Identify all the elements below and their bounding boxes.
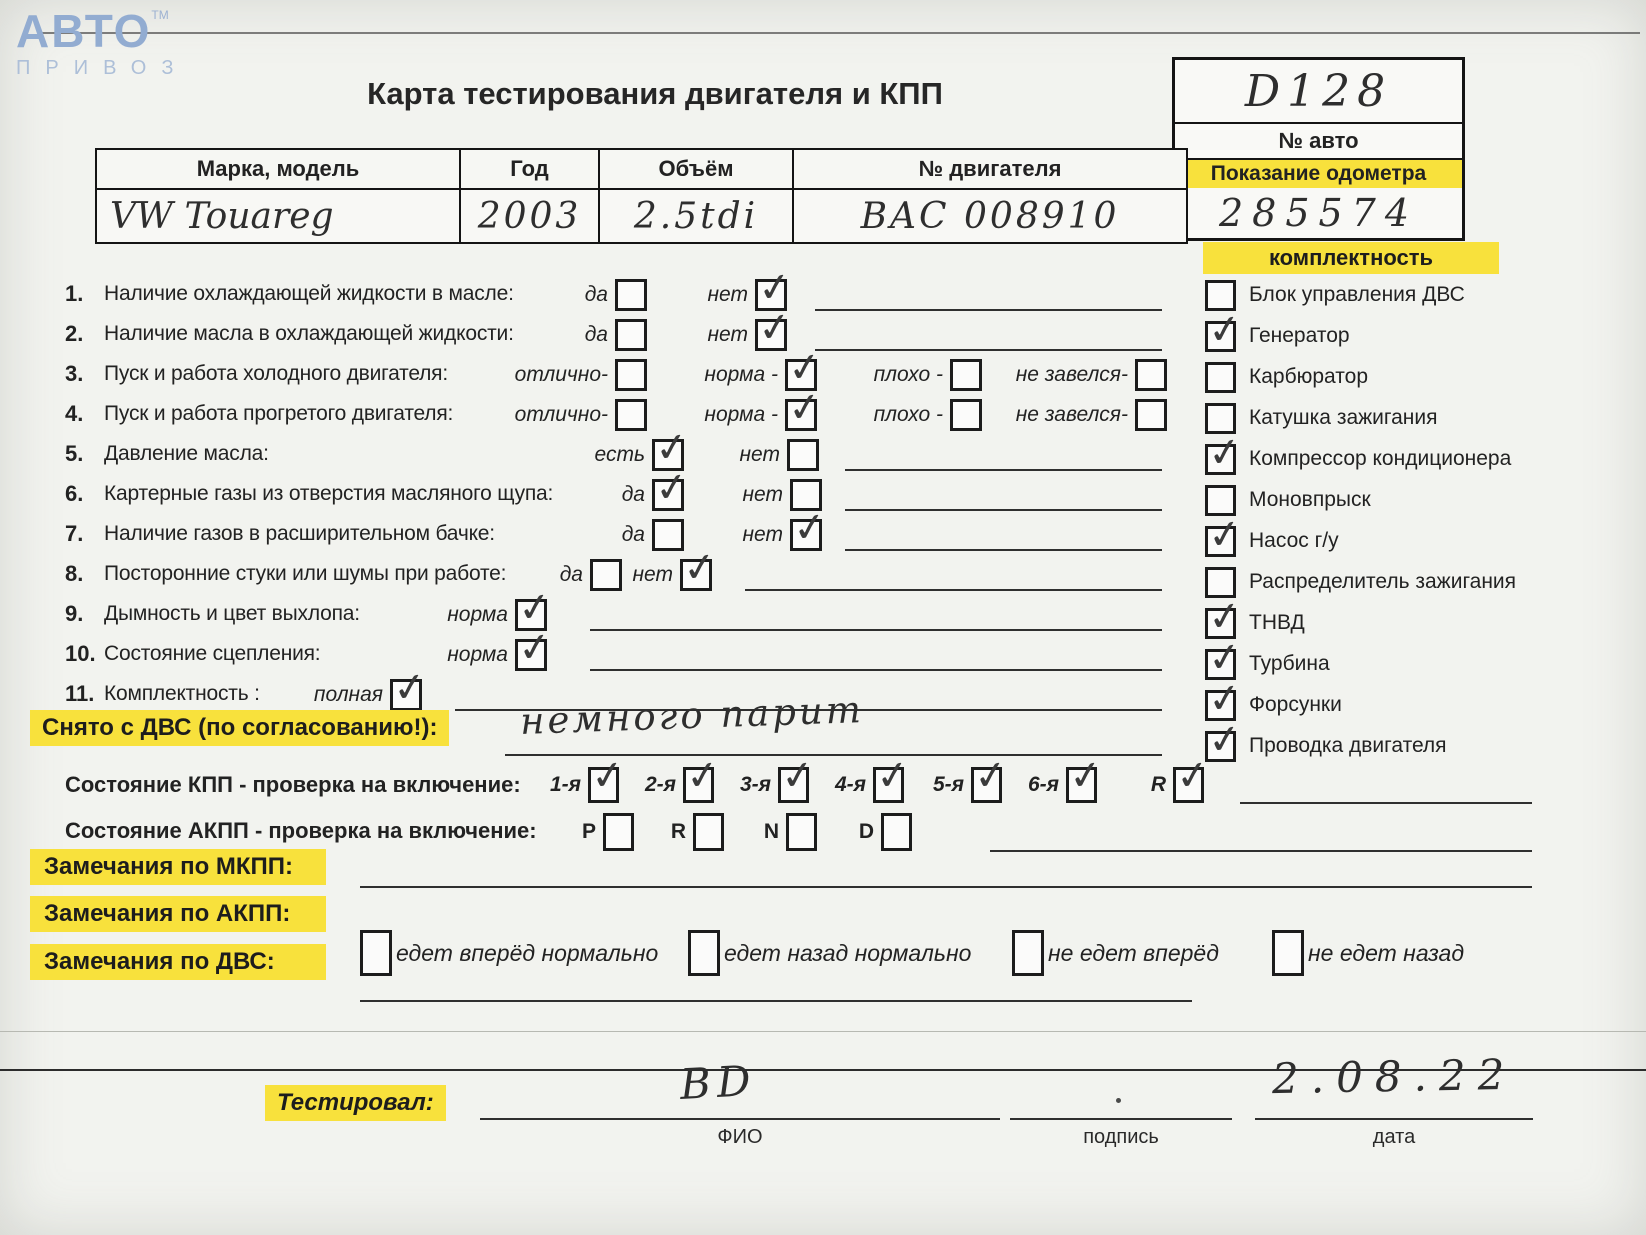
komplekt-header: комплектность: [1203, 242, 1499, 274]
item-label: Пуск и работа холодного двигателя:: [104, 362, 448, 385]
gear-label: R: [1150, 773, 1166, 796]
checkbox[interactable]: [1205, 444, 1236, 475]
gear-label: R: [670, 820, 686, 843]
option-label: не завелся-: [1015, 403, 1128, 426]
option-label: да: [559, 563, 583, 586]
kpp-gear: [810, 766, 904, 804]
vehicle-table-value: [793, 189, 1187, 243]
date-label: дата: [1372, 1126, 1416, 1148]
option-label: да: [584, 283, 608, 306]
item-number: 1.: [65, 281, 84, 306]
logo: [16, 5, 189, 80]
option-label: нет: [742, 483, 783, 506]
checkbox[interactable]: [1205, 526, 1236, 557]
write-in-line[interactable]: [745, 589, 1162, 591]
item-number: 6.: [65, 481, 84, 506]
checkbox[interactable]: [683, 767, 714, 803]
checklist-option: [460, 558, 712, 592]
akpp-write-in-line[interactable]: [990, 850, 1532, 852]
komplekt-label: ТНВД: [1249, 611, 1305, 634]
checklist-row: [0, 518, 1646, 554]
item-number: 7.: [65, 521, 84, 546]
option-label: да: [584, 323, 608, 346]
item-number: 11.: [65, 681, 95, 706]
check-icon: [391, 666, 429, 710]
option-label: отлично-: [514, 363, 608, 386]
checkbox[interactable]: [786, 813, 817, 851]
gear-label: 2-я: [644, 773, 676, 796]
komplekt-label: Блок управления ДВС: [1249, 283, 1465, 306]
vehicle-table-header: Марка, модель: [96, 149, 460, 189]
option-label: нет: [707, 283, 748, 306]
write-in-line[interactable]: [845, 469, 1162, 471]
akpp-remark-label: не едет вперёд: [1048, 939, 1219, 966]
checkbox[interactable]: [680, 559, 712, 591]
odometer-label: Показание одометра: [1175, 158, 1462, 188]
vehicle-table-header: № двигателя: [793, 149, 1187, 189]
kpp-row: [0, 766, 1646, 808]
akpp-gear: [828, 812, 912, 852]
checklist-row: [0, 638, 1646, 674]
item-number: 3.: [65, 361, 84, 386]
akpp-remark-option: [688, 928, 971, 978]
checkbox[interactable]: [1135, 359, 1167, 391]
checkbox[interactable]: [1205, 362, 1236, 393]
komplekt-label: Распределитель зажигания: [1249, 570, 1517, 593]
option-label: норма: [447, 643, 508, 666]
akpp-gear: [733, 812, 817, 852]
option-label: отлично-: [514, 403, 608, 426]
checklist-option: [170, 678, 422, 712]
option-label: норма -: [704, 363, 778, 386]
gear-label: 6-я: [1027, 773, 1059, 796]
check-icon: [1174, 754, 1212, 798]
vehicle-table-value: [96, 189, 460, 243]
write-in-line[interactable]: [845, 509, 1162, 511]
option-label: да: [621, 483, 645, 506]
check-icon: [791, 506, 829, 550]
scan-line: [40, 32, 1640, 34]
option-label: плохо -: [873, 403, 943, 426]
date-line[interactable]: [1255, 1118, 1533, 1120]
gear-label: P: [581, 820, 596, 843]
item-number: 5.: [65, 441, 84, 466]
kpp-gear: [1003, 766, 1097, 804]
logo-text: АВТО: [16, 5, 152, 57]
akpp-remark-label: не едет назад: [1308, 939, 1465, 966]
gear-label: D: [858, 820, 874, 843]
vehicle-value-handwriting: VW Touareg: [110, 195, 334, 237]
pen-dot: [1116, 1098, 1121, 1103]
checkbox[interactable]: [787, 439, 819, 471]
akpp-remark-label: едет назад нормально: [724, 939, 972, 966]
komplekt-item: [1205, 319, 1350, 353]
check-icon: [1206, 636, 1244, 680]
removed-handwriting: немного парит: [519, 688, 865, 743]
option-label: есть: [594, 443, 645, 466]
komplekt-label: Форсунки: [1249, 693, 1342, 716]
option-label: норма: [447, 603, 508, 626]
kpp-write-in-line[interactable]: [1240, 802, 1532, 804]
checklist-option: [915, 398, 1167, 432]
checkbox[interactable]: [790, 519, 822, 551]
tester-name-handwriting: BD: [678, 1056, 758, 1109]
item-label: Картерные газы из отверстия масляного щупа:: [104, 482, 554, 505]
checklist-row: [0, 358, 1646, 394]
checkbox[interactable]: [693, 813, 724, 851]
checkbox[interactable]: [755, 319, 787, 351]
checkbox[interactable]: [1066, 767, 1097, 803]
komplekt-label: Компрессор кондиционера: [1249, 447, 1512, 470]
vehicle-table: [95, 148, 1188, 244]
checklist-option: [915, 358, 1167, 392]
check-icon: [1206, 718, 1244, 762]
komplekt-item: [1205, 729, 1447, 763]
option-label: нет: [742, 523, 783, 546]
remarks-mkpp-line[interactable]: [360, 886, 1532, 888]
komplekt-item: [1205, 565, 1516, 599]
logo-subtext: ПРИВОЗ: [16, 57, 189, 79]
akpp-gear: [640, 812, 724, 852]
vehicle-table-value: [599, 189, 793, 243]
write-in-line[interactable]: [845, 549, 1162, 551]
option-label: норма -: [704, 403, 778, 426]
option-label: нет: [707, 323, 748, 346]
checkbox[interactable]: [588, 767, 619, 803]
checklist-option: [535, 318, 787, 352]
komplekt-item: [1205, 524, 1339, 558]
komplekt-item: [1205, 442, 1511, 476]
option-label: не завелся-: [1015, 363, 1128, 386]
check-icon: [681, 546, 719, 590]
write-in-line[interactable]: [590, 669, 1162, 671]
logo-tm: TM: [151, 8, 169, 22]
item-number: 9.: [65, 601, 84, 626]
auto-number-label: № авто: [1175, 122, 1462, 158]
odometer-value: 285574: [1218, 191, 1419, 235]
checkbox[interactable]: [390, 679, 422, 711]
remarks-dvs-label: Замечания по ДВС:: [30, 944, 326, 980]
check-icon: [1206, 677, 1244, 721]
item-label: Наличие масла в охлаждающей жидкости:: [104, 322, 514, 345]
gear-label: 4-я: [834, 773, 866, 796]
option-label: полная: [313, 683, 383, 706]
komplekt-label: Проводка двигателя: [1249, 734, 1447, 757]
option-label: да: [621, 523, 645, 546]
removed-from-engine-label: Снято с ДВС (по согласованию!):: [30, 710, 449, 746]
checklist-option: [570, 478, 822, 512]
kpp-label: Состояние КПП - проверка на включение:: [65, 772, 521, 797]
komplekt-item: [1205, 278, 1465, 312]
checkbox[interactable]: [603, 813, 634, 851]
akpp-remark-option: [360, 928, 658, 978]
komplekt-label: Карбюратор: [1249, 365, 1369, 388]
gear-label: 3-я: [739, 773, 771, 796]
remarks-dvs-line[interactable]: [360, 1000, 1192, 1002]
checkbox[interactable]: [360, 930, 392, 976]
item-number: 4.: [65, 401, 84, 426]
checkbox[interactable]: [515, 639, 547, 671]
vehicle-table-header: Год: [460, 149, 599, 189]
checkbox[interactable]: [971, 767, 1002, 803]
checklist-option: [567, 438, 819, 472]
komplekt-label: Генератор: [1249, 324, 1350, 347]
item-label: Дымность и цвет выхлопа:: [104, 602, 360, 625]
item-label: Комплектность :: [104, 682, 260, 705]
kpp-gear: [1110, 766, 1204, 804]
item-label: Наличие охлаждающей жидкости в масле:: [104, 282, 514, 305]
option-label: нет: [632, 563, 673, 586]
vehicle-table-value-row: [96, 189, 1187, 243]
item-number: 10.: [65, 641, 96, 666]
gear-label: N: [763, 820, 779, 843]
akpp-gear: [550, 812, 634, 852]
item-label: Наличие газов в расширительном бачке:: [104, 522, 495, 545]
checkbox[interactable]: [1135, 399, 1167, 431]
checkbox[interactable]: [1205, 731, 1236, 762]
checkbox[interactable]: [688, 930, 720, 976]
kpp-gear: [620, 766, 714, 804]
gear-label: 5-я: [932, 773, 964, 796]
signature-label: подпись: [1083, 1126, 1159, 1148]
remarks-akpp-label: Замечания по АКПП:: [30, 896, 326, 932]
checklist-row: [0, 318, 1646, 354]
checklist-option: [535, 278, 787, 312]
write-in-line[interactable]: [590, 629, 1162, 631]
check-icon: [874, 754, 912, 798]
vehicle-table-header: Объём: [599, 149, 793, 189]
komplekt-label: Турбина: [1249, 652, 1330, 675]
vehicle-table-header-row: [96, 149, 1187, 189]
option-label: плохо -: [873, 363, 943, 386]
page-title: Карта тестирования двигателя и КПП: [367, 76, 943, 111]
date-handwriting: 2.08.22: [1271, 1049, 1517, 1104]
vehicle-value-handwriting: 2003: [477, 195, 582, 237]
vehicle-value-handwriting: 2.5tdi: [633, 195, 759, 237]
komplekt-label: Моновпрыск: [1249, 488, 1371, 511]
komplekt-item: [1205, 401, 1437, 435]
check-icon: [516, 626, 554, 670]
item-number: 8.: [65, 561, 84, 586]
fio-line[interactable]: [480, 1118, 1000, 1120]
write-in-line[interactable]: [815, 349, 1162, 351]
item-label: Состояние сцепления:: [104, 642, 321, 665]
akpp-label: Состояние АКПП - проверка на включение:: [65, 818, 537, 843]
komplekt-label: Насос г/у: [1249, 529, 1339, 552]
komplekt-item: [1205, 360, 1368, 394]
kpp-gear: [715, 766, 809, 804]
option-label: нет: [739, 443, 780, 466]
checkbox[interactable]: [1173, 767, 1204, 803]
checklist-row: [0, 598, 1646, 634]
signature-line[interactable]: [1010, 1118, 1232, 1120]
item-label: Посторонние стуки или шумы при работе:: [104, 562, 507, 585]
item-number: 2.: [65, 321, 84, 346]
auto-number-value: D128: [1244, 65, 1393, 117]
kpp-gear: [525, 766, 619, 804]
item-label: Пуск и работа прогретого двигателя:: [104, 402, 454, 425]
vehicle-value-handwriting: BAC 008910: [860, 195, 1120, 237]
fio-label: ФИО: [717, 1126, 763, 1148]
auto-number-box: [1172, 57, 1465, 241]
checkbox[interactable]: [881, 813, 912, 851]
checkbox[interactable]: [1272, 930, 1304, 976]
komplekt-label: Катушка зажигания: [1249, 406, 1438, 429]
checkbox[interactable]: [778, 767, 809, 803]
tested-by-label: Тестировал:: [265, 1085, 446, 1121]
akpp-remark-option: [1012, 928, 1219, 978]
checklist-option: [295, 598, 547, 632]
akpp-remark-label: едет вперёд нормально: [396, 939, 659, 966]
check-icon: [1206, 513, 1244, 557]
scan-faint-line: [0, 1031, 1646, 1032]
kpp-gear: [908, 766, 1002, 804]
gear-label: 1-я: [549, 773, 581, 796]
check-icon: [1067, 754, 1105, 798]
remarks-mkpp-label: Замечания по МКПП:: [30, 849, 326, 885]
write-in-line[interactable]: [815, 309, 1162, 311]
vehicle-table-value: [460, 189, 599, 243]
checkbox[interactable]: [1205, 321, 1236, 352]
check-icon: [756, 306, 794, 350]
item-label: Давление масла:: [104, 442, 269, 465]
akpp-remark-option: [1272, 928, 1464, 978]
checkbox[interactable]: [1012, 930, 1044, 976]
check-icon: [1206, 595, 1244, 639]
check-icon: [1206, 308, 1244, 352]
check-icon: [1206, 431, 1244, 475]
checkbox[interactable]: [873, 767, 904, 803]
